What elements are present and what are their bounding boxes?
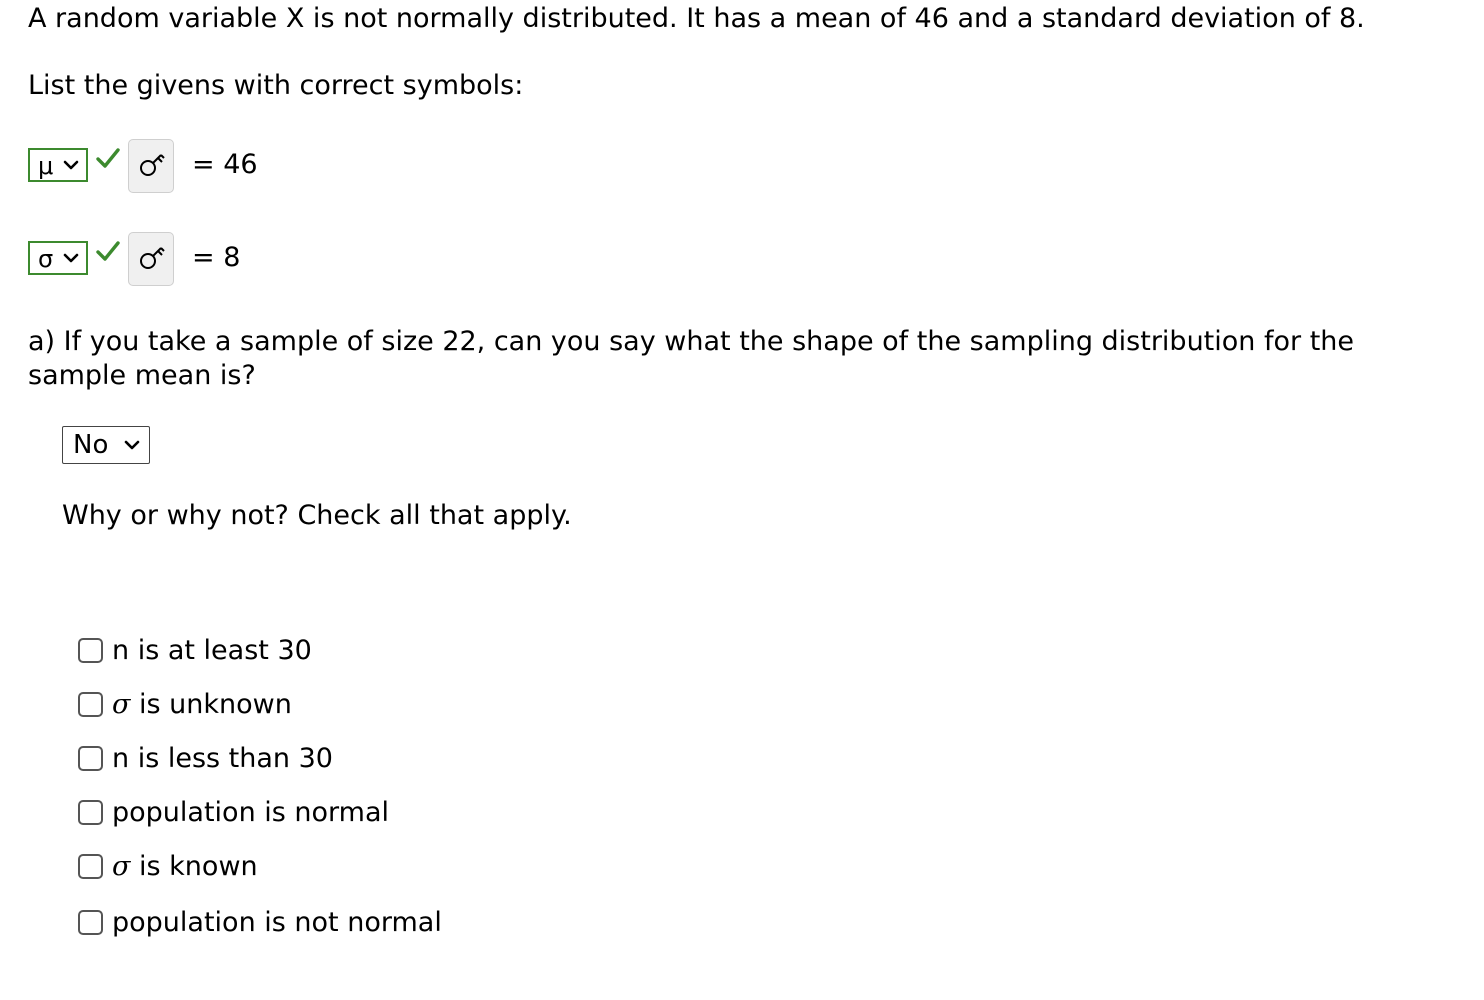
why-prompt: Why or why not? Check all that apply. bbox=[62, 500, 572, 531]
option-label: σ is unknown bbox=[112, 689, 292, 720]
symbol-select-value: σ bbox=[38, 245, 54, 273]
checkbox[interactable] bbox=[78, 746, 103, 771]
checkbox[interactable] bbox=[78, 638, 103, 663]
option-label: n is less than 30 bbox=[112, 743, 333, 774]
answer-select-value: No bbox=[73, 430, 109, 460]
symbol-select-value: μ bbox=[38, 152, 54, 180]
option-label: population is not normal bbox=[112, 907, 442, 938]
option-label: σ is known bbox=[112, 851, 258, 882]
key-button-sd[interactable] bbox=[128, 232, 174, 286]
checkbox[interactable] bbox=[78, 692, 103, 717]
key-button-mean[interactable] bbox=[128, 139, 174, 193]
checkbox[interactable] bbox=[78, 910, 103, 935]
chevron-down-icon bbox=[62, 249, 80, 267]
checkmark-icon bbox=[95, 239, 121, 263]
chevron-down-icon bbox=[123, 436, 141, 454]
option-label: n is at least 30 bbox=[112, 635, 312, 666]
question-a: a) If you take a sample of size 22, can you say what the shape of the sampling distribution for the sample mean is? bbox=[28, 326, 1355, 391]
checkmark-icon bbox=[95, 146, 121, 170]
symbol-select-mean[interactable] bbox=[28, 148, 88, 182]
key-icon bbox=[138, 244, 166, 274]
problem-statement: A random variable X is not normally distributed. It has a mean of 46 and a standard deviation of 8. bbox=[28, 3, 1365, 34]
checkbox[interactable] bbox=[78, 800, 103, 825]
checkbox[interactable] bbox=[78, 854, 103, 879]
option-label: population is normal bbox=[112, 797, 390, 828]
answer-select-a[interactable] bbox=[62, 426, 150, 464]
key-icon bbox=[138, 151, 166, 181]
chevron-down-icon bbox=[62, 156, 80, 174]
symbol-select-sd[interactable] bbox=[28, 241, 88, 275]
given-mean-value: = 46 bbox=[192, 149, 258, 180]
givens-prompt: List the givens with correct symbols: bbox=[28, 70, 524, 101]
given-sd-value: = 8 bbox=[192, 242, 241, 273]
